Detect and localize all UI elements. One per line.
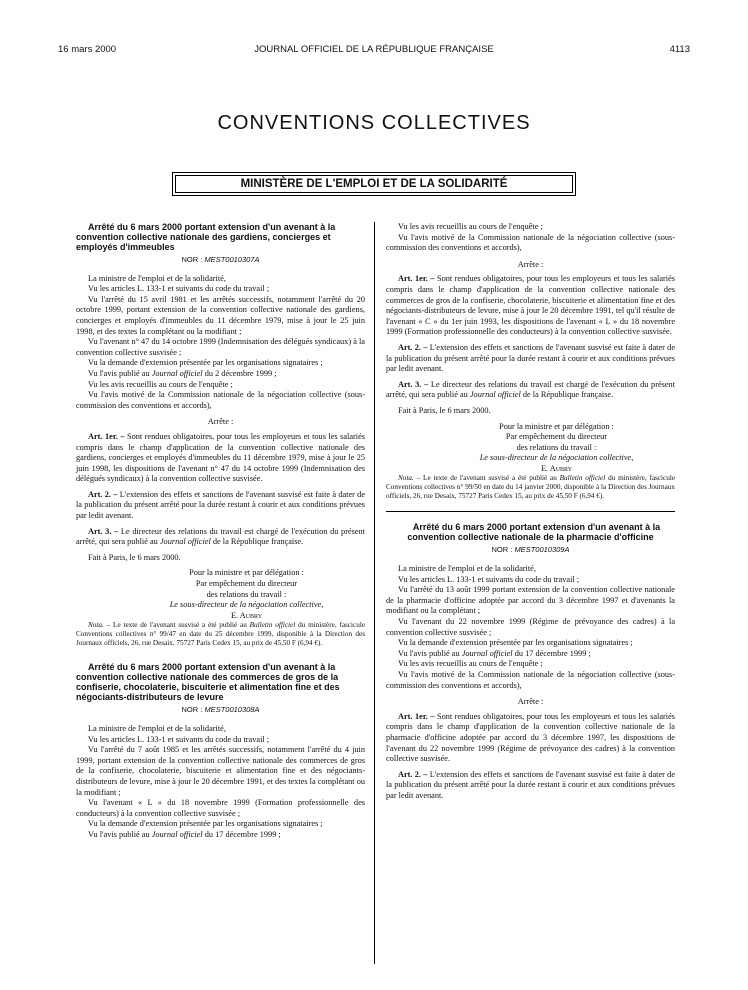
vu-line: Vu l'avis motivé de la Commission nationale de la négociation collective (sous-commission des conventions et accords), [386,670,675,690]
vu-line: Vu l'avis publié au Journal officiel du 2 décembre 1999 ; [88,368,277,378]
vu-line: Vu les avis recueillis au cours de l'enquête ; [398,659,543,669]
preamble-line: La ministre de l'emploi et de la solidarité, [88,273,226,283]
signatory-name: E. Aubry [540,463,573,473]
journal-title: JOURNAL OFFICIEL DE LA RÉPUBLIQUE FRANÇAISE [254,44,494,55]
ministry-title: MINISTÈRE DE L'EMPLOI ET DE LA SOLIDARITÉ [175,175,573,193]
vu-line: Vu l'avis publié au Journal officiel du 17 décembre 1999 ; [398,648,591,658]
arrete-heading: Arrête : [517,697,544,707]
signature-title: Le sous-directeur de la négociation collective, [169,600,324,610]
nor-ref: NOR : MEST0010307A [181,255,260,264]
article-3: Art. 3. – Le directeur des relations du travail est chargé de l'exécution du présent arrêté, qui sera publié au Journal officiel de la République française. [386,379,676,400]
vu-line: Vu la demande d'extension présentée par les organisations signataires ; [88,358,323,368]
signature-line: des relations du travail : [206,589,287,599]
vu-line: Vu les articles L. 133-1 et suivants du code du travail ; [88,734,270,744]
page-number: 4113 [669,44,690,55]
vu-line: Vu les articles L. 133-1 et suivants du code du travail ; [398,574,580,584]
article-3: Art. 3. – Le directeur des relations du travail est chargé de l'exécution du présent arrêté, qui sera publié au Journal officiel de la République française. [76,526,366,547]
vu-line: Vu les avis recueillis au cours de l'enquête ; [398,222,543,231]
signatory-name: E. Aubry [230,610,263,620]
signature-line: Par empêchement du directeur [505,432,608,442]
signature-line: des relations du travail : [516,442,597,452]
preamble-line: La ministre de l'emploi et de la solidarité, [398,564,536,574]
article-1: Art. 1er. – Sont rendues obligatoires, pour tous les employeurs et tous les salariés compris dans le champ d'application de la convention collective nationale de la pharmacie d'officine adoptée par accord du 3 décembre 1997, les dispositions de l'avenant du 22 novembre 1999 (Régime de prévoyance des cadres) à la convention collective susvisée. [386,711,676,764]
article-2: Art. 2. – L'extension des effets et sanctions de l'avenant susvisé est faite à dater de la publication du présent arrêté pour la durée restant à courir et aux conditions prévues par ledit avenant. [386,342,676,374]
signature-line: Pour la ministre et par délégation : [499,421,614,431]
issue-date: 16 mars 2000 [58,44,117,55]
article-1: Art. 1er. – Sont rendues obligatoires, pour tous les employeurs et tous les salariés compris dans le champ d'application de la convention collective nationale des commerces de gros de la confiserie, chocolaterie, biscuiterie et alimentation fine et des négociants-distributeurs de levure, mise à jour le 20 décembre 1991, tel qu'il résulte de l'avenant « C » du 1er juin 1993, les dispositions de l'avenant « L » du 18 novembre 1999 (Formation professionnelle des conducteurs) à la convention collective susvisée. [386,274,676,337]
fait-line: Fait à Paris, le 6 mars 2000. [398,405,491,415]
vu-line: Vu l'avis motivé de la Commission nationale de la négociation collective (sous-commission des conventions et accords), [386,232,675,253]
article-2: Art. 2. – L'extension des effets et sanctions de l'avenant susvisé est faite à dater de la publication du présent arrêté pour la durée restant à courir et aux conditions prévues par ledit avenant. [76,489,366,521]
nota: Nota. – Le texte de l'avenant susvisé a été publié au Bulletin officiel du ministère, fascicule Conventions collectives n° 99/50 en date du 14 janvier 2000, disponible à la Direction des Journaux officiels, 26, rue Desaix, 75727 Paris Cedex 15, au prix de 45,50 F (6,94 €). [386,474,676,501]
vu-line: Vu la demande d'extension présentée par les organisations signataires ; [398,638,633,648]
nor-ref: NOR : MEST0010308A [181,705,260,715]
vu-line: Vu l'avis publié au Journal officiel du 17 décembre 1999 ; [88,829,281,839]
vu-line: Vu l'avenant du 22 novembre 1999 (Régime de prévoyance des cadres) à la convention collective susvisée ; [386,617,675,637]
nor-ref: NOR : MEST0010309A [491,545,570,555]
vu-line: Vu l'avenant « L » du 18 novembre 1999 (Formation professionnelle des conducteurs) à la convention collective susvisée ; [76,798,365,818]
article-2: Art. 2. – L'extension des effets et sanctions de l'avenant susvisé est faite à dater de la publication du présent arrêté pour la durée restant à courir et aux conditions prévues par ledit avenant. [386,769,676,800]
arrete-1-title: Arrêté du 6 mars 2000 portant extension d'un avenant à la convention collective nationale des gardiens, concierges et employés d'immeubles [76,222,336,252]
fait-line: Fait à Paris, le 6 mars 2000. [88,552,181,562]
ministry-box [172,172,576,196]
signature-line: Par empêchement du directeur [195,579,298,589]
article-1: Art. 1er. – Sont rendues obligatoires, pour tous les employeurs et tous les salariés compris dans le champ d'application de la convention collective nationale des gardiens, concierges et employés d'immeubles du 11 décembre 1979, mise à jour le 25 juin 1998, les dispositions de l'avenant n° 47 du 14 octobre 1999 (Indemnisation des délégués syndicaux) à la convention collective susvisée. [76,431,366,484]
vu-line: Vu l'avis motivé de la Commission nationale de la négociation collective (sous-commission des conventions et accords), [76,390,365,410]
vu-line: Vu les articles L. 133-1 et suivants du code du travail ; [88,284,270,294]
article-separator [386,511,675,512]
running-header [58,44,690,58]
preamble-line: La ministre de l'emploi et de la solidarité, [88,724,226,733]
right-column [386,222,675,802]
vu-line: Vu les avis recueillis au cours de l'enquête ; [88,379,233,389]
arrete-heading: Arrête : [517,259,544,269]
vu-line: Vu la demande d'extension présentée par les organisations signataires ; [88,819,323,829]
column-divider [374,222,375,964]
left-column [76,222,365,841]
arrete-2-title: Arrêté du 6 mars 2000 portant extension d'un avenant à la convention collective nationale des commerces de gros de la confiserie, chocolaterie, biscuiterie et alimentation fine et des négociants-distributeurs de levure [76,662,340,703]
vu-line: Vu l'arrêté du 13 août 1999 portant extension de la convention collective nationale de la pharmacie d'officine adoptée par accord du 3 décembre 1997 et d'avenants la modifiant ou la complétant ; [386,585,675,616]
vu-line: Vu l'arrêté du 7 août 1985 et les arrêtés successifs, notamment l'arrêté du 4 juin 1999, portant extension de la convention collective nationale des commerces de gros de la confiserie, chocolaterie, biscuiterie et alimentation fine et des négociants-distributeurs de levure, mise à jour le 20 décembre 1991, et des textes la complétant ou la modifiant ; [76,745,365,797]
section-title: CONVENTIONS COLLECTIVES [217,112,531,134]
vu-line: Vu l'avenant n° 47 du 14 octobre 1999 (Indemnisation des délégués syndicaux) à la convention collective susvisée ; [76,337,365,357]
arrete-heading: Arrête : [207,417,234,427]
signature-line: Pour la ministre et par délégation : [189,568,304,578]
arrete-3-title: Arrêté du 6 mars 2000 portant extension d'un avenant à la convention collective nationale de la pharmacie d'officine [407,522,661,543]
nota: Nota. – Le texte de l'avenant susvisé a été publié au Bulletin officiel du ministère, fascicule Conventions collectives n° 99/47 en date du 25 décembre 1999, disponible à la Direction des Journaux officiels, 26, rue Desaix, 75727 Paris Cedex 15, au prix de 45,50 F (6,94 €). [76,621,366,648]
vu-line: Vu l'arrêté du 15 avril 1981 et les arrêtés successifs, notamment l'arrêté du 20 octobre 1999, portant extension de la convention collective nationale des gardiens, concierges et employés d'immeubles du 11 décembre 1979, mise à jour le 25 juin 1998, et des textes la complétant ou la modifiant ; [76,294,365,336]
signature-title: Le sous-directeur de la négociation collective, [479,453,634,463]
